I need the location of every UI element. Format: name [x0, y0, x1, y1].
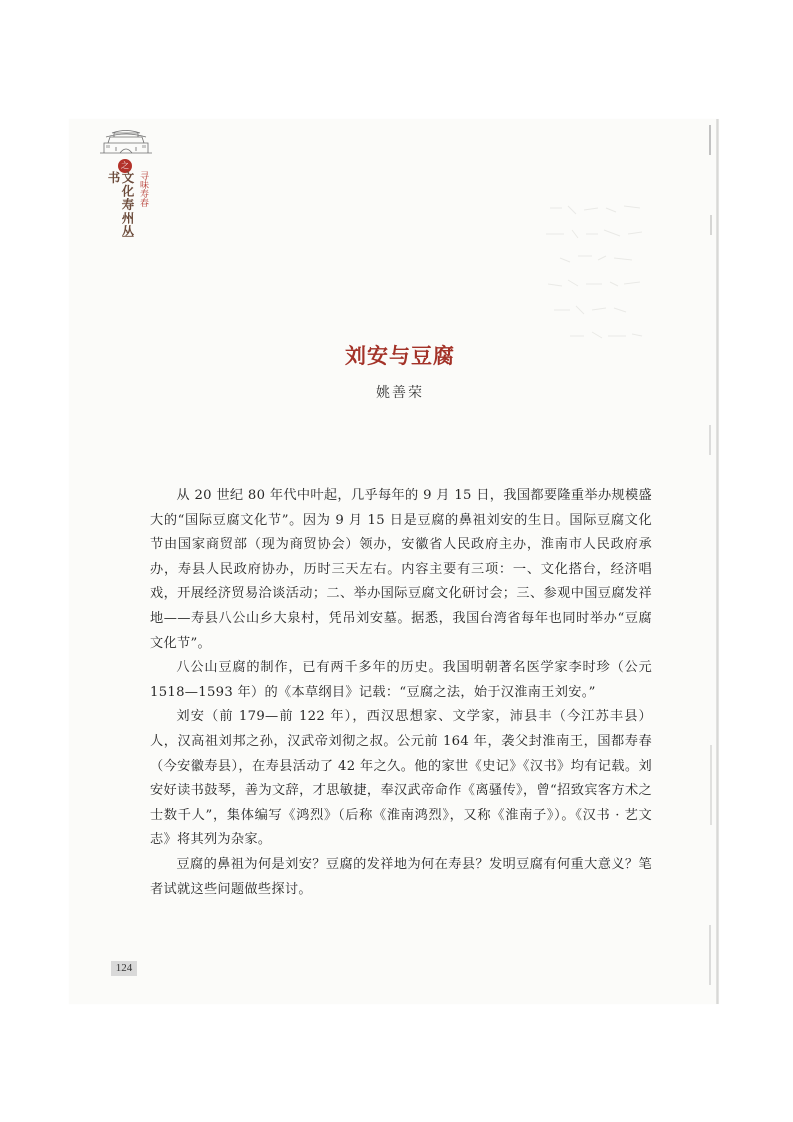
series-title: 文化寿州丛书 — [106, 171, 135, 239]
page-edge-marks — [706, 125, 714, 995]
series-seal-badge: 之 — [118, 159, 132, 173]
paragraph: 从 20 世纪 80 年代中叶起，几乎每年的 9 月 15 日，我国都要隆重举办规模盛大的“国际豆腐文化节”。因为 9 月 15 日是豆腐的鼻祖刘安的生日。国际豆腐文化节由国家商贸部（现为商贸协会）领办，安徽省人民政府主办，淮南市人民政府承办，寿县人民政府协办，历时三天左右。内容主要有三项：一、文化搭台，经济唱戏，开展经济贸易洽谈活动；二、举办国际豆腐文化研讨会；三、参观中国豆腐发祥地——寿县八公山乡大泉村，凭吊刘安墓。据悉，我国台湾省每年也同时举办“豆腐文化节”。 — [150, 488, 652, 651]
paragraph: 豆腐的鼻祖为何是刘安？豆腐的发祥地为何在寿县？发明豆腐有何重大意义？笔者试就这些问题做些探讨。 — [150, 856, 652, 897]
series-header — [98, 125, 158, 245]
page-edge-shadow — [716, 119, 719, 1004]
article-author: 姚善荣 — [376, 385, 424, 401]
article-body — [150, 484, 652, 902]
city-gate-icon — [98, 125, 154, 157]
bleed-through-ghost-text — [540, 200, 650, 350]
page-number: 124 — [111, 961, 137, 976]
paragraph: 八公山豆腐的制作，已有两千多年的历史。我国明朝著名医学家李时珍（公元 1518—1593 年）的《本草纲目》记载：“豆腐之法，始于汉淮南王刘安。” — [150, 660, 652, 700]
paragraph: 刘安（前 179—前 122 年），西汉思想家、文学家，沛县丰（今江苏丰县）人，汉高祖刘邦之孙，汉武帝刘彻之叔。公元前 164 年，袭父封淮南王，国都寿春（今安徽寿县），在寿县活动了 42 年之久。他的家世《史记》《汉书》均有记载。刘安好读书鼓琴，善为文辞，才思敏捷，奉汉武帝命作《离骚传》，曾“招致宾客方术之士数千人”，集体编写《鸿烈》（后称《淮南鸿烈》，又称《淮南子》）。《汉书 · 艺文志》将其列为杂家。 — [150, 709, 652, 848]
series-subtitle: 寻味寿春 — [138, 171, 148, 207]
article-title: 刘安与豆腐 — [345, 343, 455, 368]
